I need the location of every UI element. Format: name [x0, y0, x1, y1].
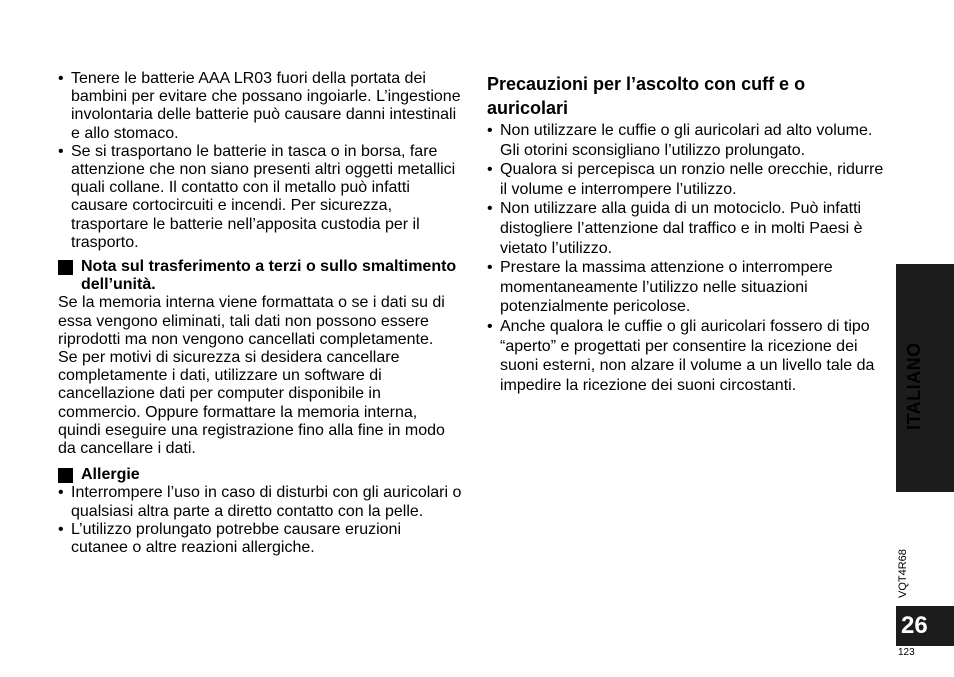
- transfer-heading: Nota sul trasferimento a terzi o sullo smaltimento dell’unità.: [58, 258, 462, 294]
- battery-bullet-list: [58, 70, 462, 252]
- left-column: [58, 70, 462, 557]
- listening-bullet-list: [487, 121, 887, 395]
- right-column: [487, 72, 887, 395]
- square-bullet-icon: [58, 260, 73, 275]
- page-number: 26: [901, 612, 928, 639]
- document-code: VQT4R68: [897, 549, 909, 598]
- transfer-paragraph-1: Se la memoria interna viene formattata o se i dati su di essa vengono eliminati, tali dati non possono essere riprodotti ma non vengono cancellati completamente.: [58, 294, 445, 348]
- sub-page-number: 123: [898, 647, 915, 658]
- transfer-paragraph-2: Se per motivi di sicurezza si desidera cancellare completamente i dati, utilizzare un software di cancellazione dati per computer disponibile in commercio. Oppure formattare la memoria interna, quindi eseguire una registrazione fino alla fine in modo da cancellare i dati.: [58, 349, 445, 458]
- page-number-box: [896, 606, 954, 646]
- list-item: • Tenere le batterie AAA LR03 fuori della portata dei bambini per evitare che possano ingoiarle. L’ingestione involontaria delle batterie può causare danni intestinali e allo stomaco.: [58, 70, 462, 143]
- list-item: • Se si trasportano le batterie in tasca o in borsa, fare attenzione che non siano presenti altri oggetti metallici quali collane. Il contatto con il metallo può infatti causare cortocircuiti e incendi. Per sicurezza, trasportare le batterie nell’apposita custodia per il trasporto.: [58, 143, 462, 252]
- list-item: • Non utilizzare le cuffie o gli auricolari ad alto volume. Gli otorini sconsigliano l’utilizzo prolungato.: [487, 121, 887, 160]
- list-item: • Prestare la massima attenzione o interrompere momentaneamente l’utilizzo nelle situazioni potenzialmente pericolose.: [487, 258, 887, 317]
- list-item: • Non utilizzare alla guida di un motociclo. Può infatti distogliere l’attenzione dal traffico e in molti Paesi è vietato l’utilizzo.: [487, 199, 887, 258]
- square-bullet-icon: [58, 468, 73, 483]
- language-label: ITALIANO: [904, 342, 924, 430]
- section-title: Precauzioni per l’ascolto con cuff e o auricolari: [487, 74, 806, 118]
- list-item: • Qualora si percepisca un ronzio nelle orecchie, ridurre il volume e interrompere l’utilizzo.: [487, 160, 887, 199]
- list-item: • L’utilizzo prolungato potrebbe causare eruzioni cutanee o altre reazioni allergiche.: [58, 521, 462, 557]
- list-item: • Anche qualora le cuffie o gli auricolari fossero di tipo “aperto” e progettati per consentire la ricezione dei suoni esterni, non alzare il volume a un livello tale da impedire la ricezione dei suoni circostanti.: [487, 317, 887, 395]
- allergy-bullet-list: [58, 484, 462, 557]
- list-item: • Interrompere l’uso in caso di disturbi con gli auricolari o qualsiasi altra parte a diretto contatto con la pelle.: [58, 484, 462, 520]
- allergy-heading: Allergie: [58, 466, 462, 484]
